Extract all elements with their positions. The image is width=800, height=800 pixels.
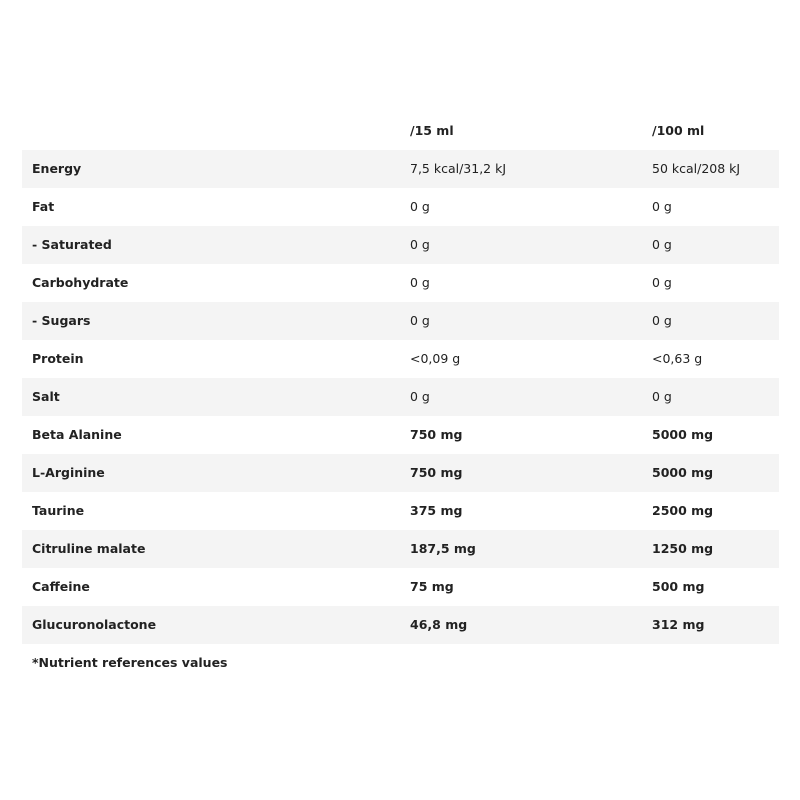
row-value-per-100ml: 50 kcal/208 kJ [652, 161, 741, 176]
table-row-glucuronolactone [22, 606, 779, 644]
row-value-per-15ml: 0 g [410, 275, 430, 290]
row-label: Glucuronolactone [32, 617, 157, 632]
header-per-15ml: /15 ml [410, 123, 454, 138]
row-label: Protein [32, 351, 84, 366]
row-value-per-100ml: 0 g [652, 199, 672, 214]
row-value-per-15ml: 0 g [410, 199, 430, 214]
row-label: Citruline malate [32, 541, 146, 556]
footnote: *Nutrient references values [32, 655, 228, 670]
row-label: Fat [32, 199, 55, 214]
table-row-beta-alanine [22, 416, 779, 454]
row-value-per-15ml: 187,5 mg [410, 541, 476, 556]
row-value-per-15ml: 75 mg [410, 579, 454, 594]
row-value-per-15ml: 750 mg [410, 427, 463, 442]
table-row-protein [22, 340, 779, 378]
row-value-per-100ml: 5000 mg [652, 427, 714, 442]
row-value-per-100ml: 0 g [652, 389, 672, 404]
row-value-per-15ml: 46,8 mg [410, 617, 468, 632]
row-label: Taurine [32, 503, 85, 518]
row-label: Carbohydrate [32, 275, 129, 290]
row-value-per-15ml: 375 mg [410, 503, 463, 518]
row-value-per-15ml: 7,5 kcal/31,2 kJ [410, 161, 507, 176]
row-value-per-100ml: <0,63 g [652, 351, 703, 366]
row-label: L-Arginine [32, 465, 105, 480]
header-per-100ml: /100 ml [652, 123, 705, 138]
row-label: - Saturated [32, 237, 112, 252]
table-row-l-arginine [22, 454, 779, 492]
row-label: Salt [32, 389, 60, 404]
row-label: Caffeine [32, 579, 90, 594]
table-row-salt [22, 378, 779, 416]
row-label: Beta Alanine [32, 427, 122, 442]
row-label: - Sugars [32, 313, 91, 328]
row-value-per-100ml: 2500 mg [652, 503, 714, 518]
table-row-energy [22, 150, 779, 188]
row-label: Energy [32, 161, 82, 176]
row-value-per-100ml: 5000 mg [652, 465, 714, 480]
nutrition-table [22, 112, 779, 644]
row-value-per-15ml: 750 mg [410, 465, 463, 480]
row-value-per-15ml: 0 g [410, 237, 430, 252]
row-value-per-100ml: 0 g [652, 237, 672, 252]
row-value-per-15ml: 0 g [410, 389, 430, 404]
table-row-carbohydrate [22, 264, 779, 302]
row-value-per-100ml: 312 mg [652, 617, 705, 632]
table-row-taurine [22, 492, 779, 530]
table-row-citruline-malate [22, 530, 779, 568]
table-row-sugars [22, 302, 779, 340]
table-row-fat [22, 188, 779, 226]
table-row-caffeine [22, 568, 779, 606]
row-value-per-15ml: 0 g [410, 313, 430, 328]
row-value-per-100ml: 500 mg [652, 579, 705, 594]
row-value-per-15ml: <0,09 g [410, 351, 461, 366]
row-value-per-100ml: 0 g [652, 275, 672, 290]
table-row-saturated [22, 226, 779, 264]
table-header-row [22, 112, 779, 150]
row-value-per-100ml: 0 g [652, 313, 672, 328]
row-value-per-100ml: 1250 mg [652, 541, 714, 556]
